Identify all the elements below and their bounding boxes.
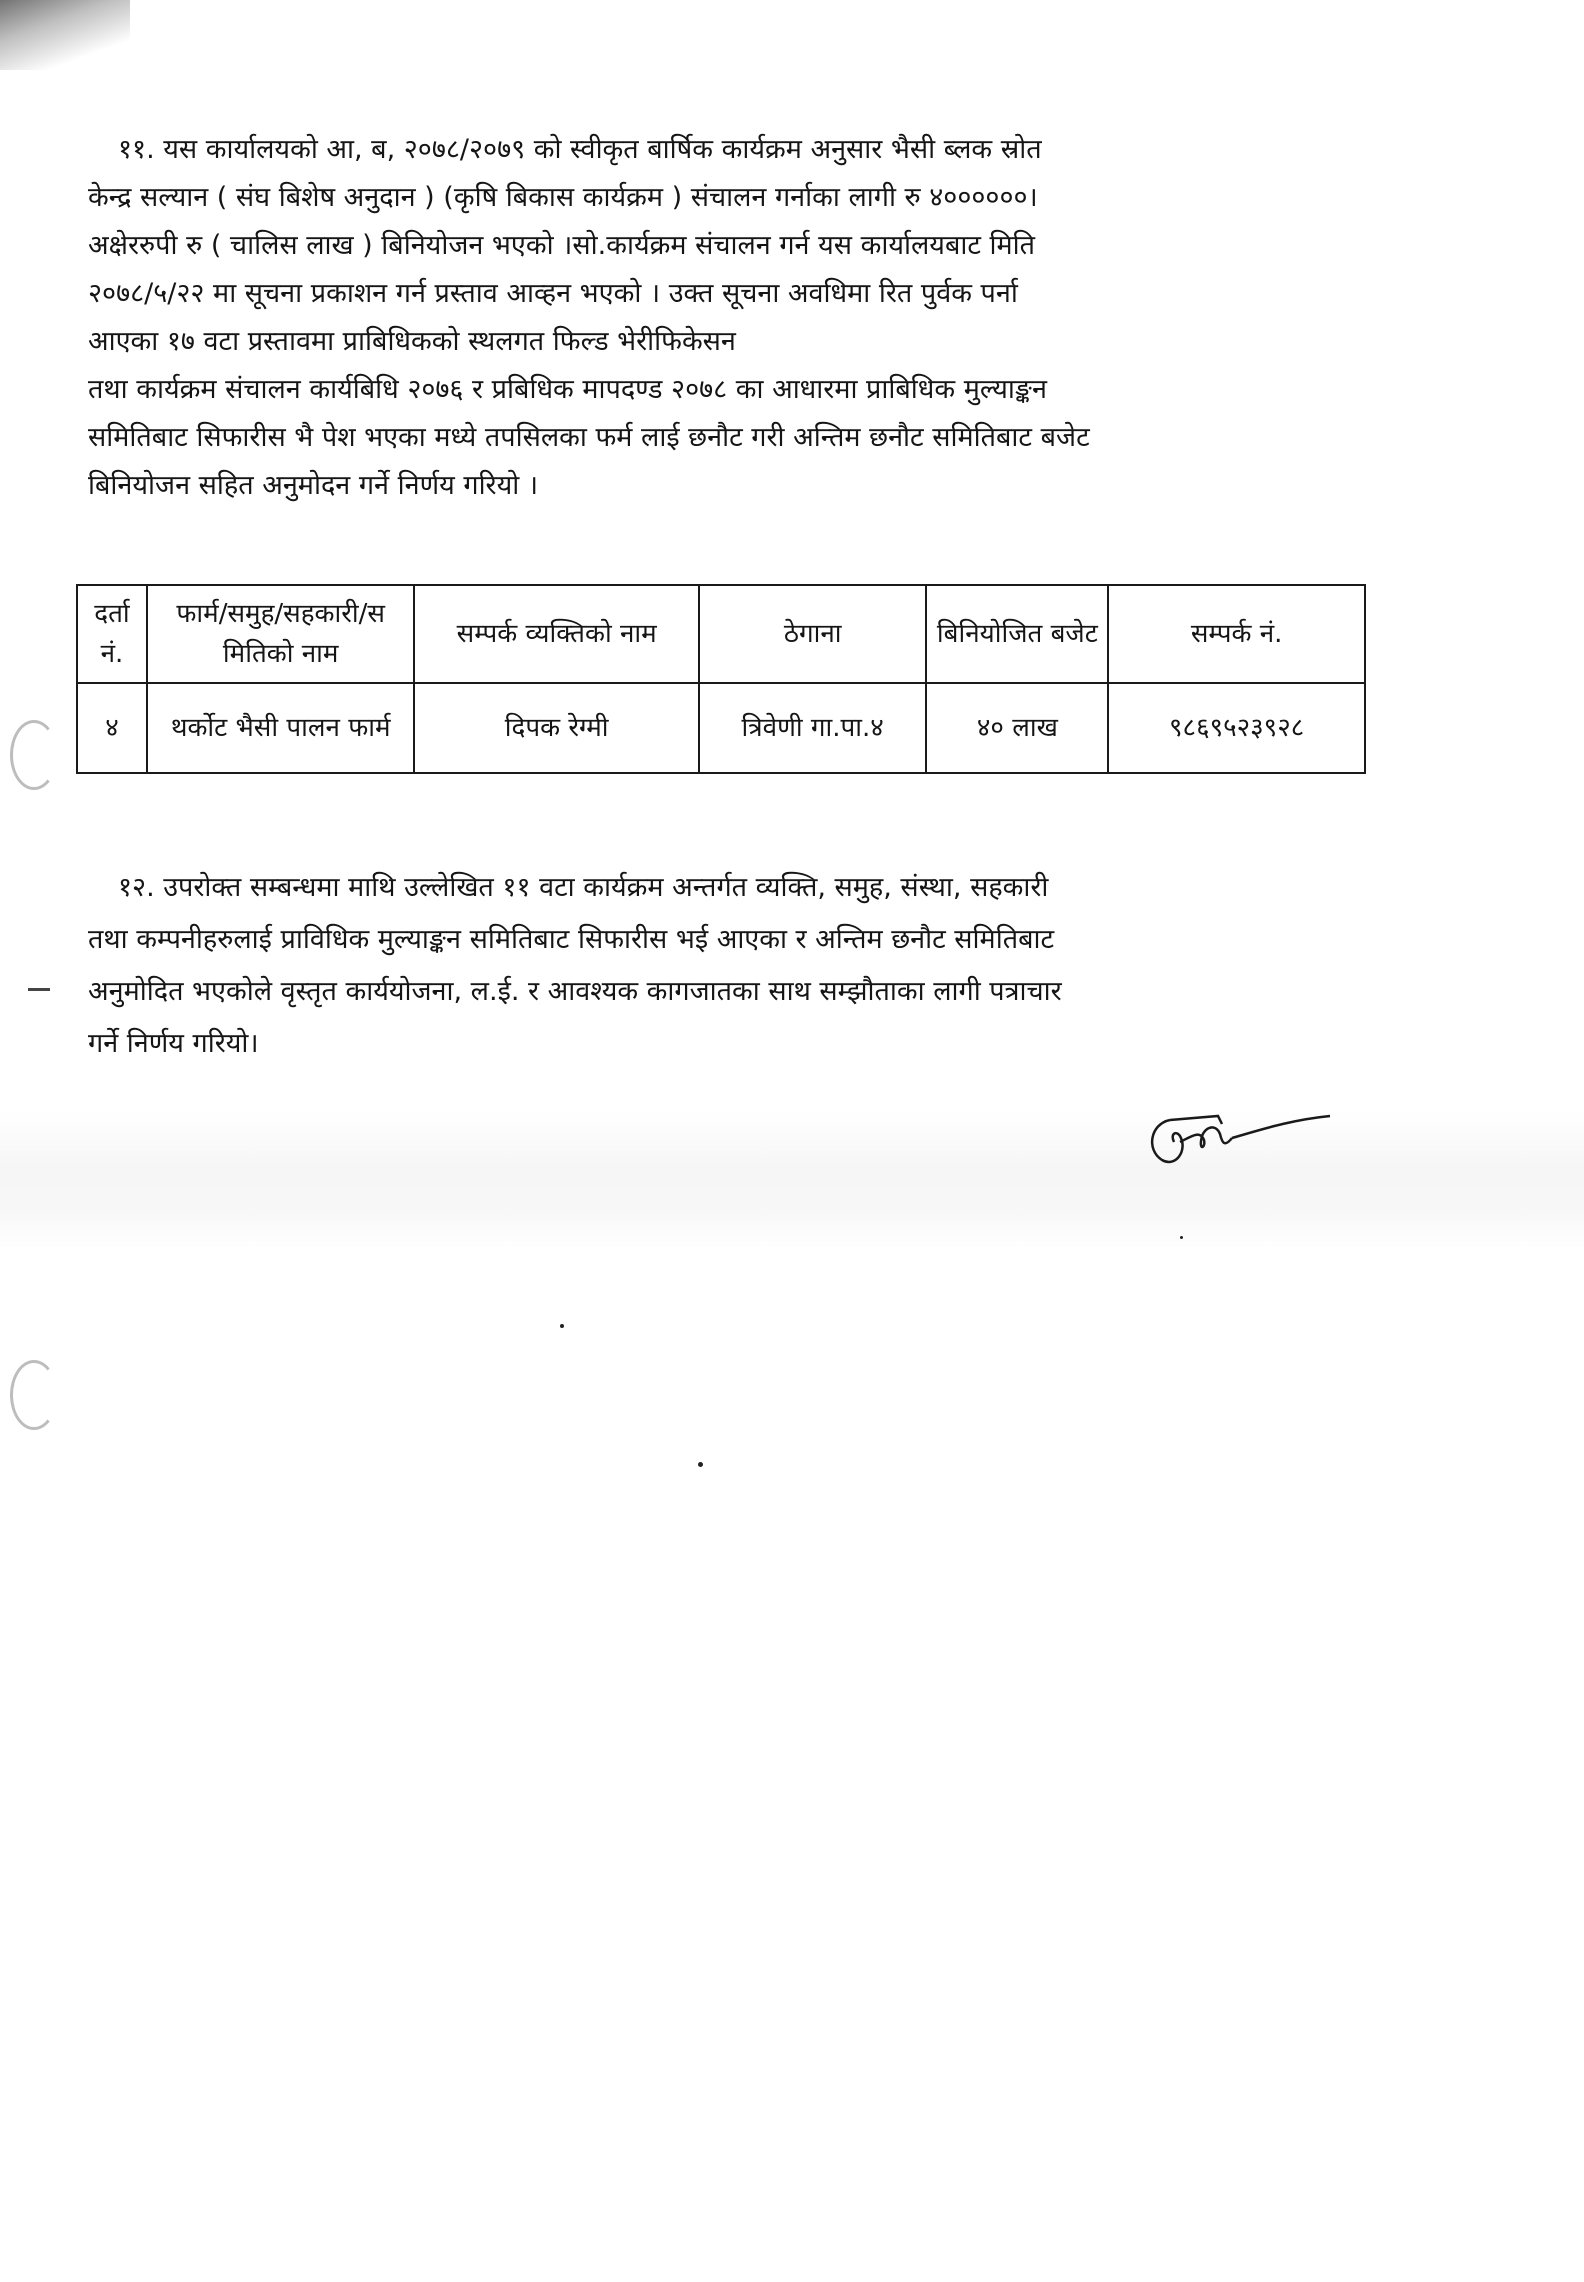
selected-farm-table [76,584,1366,774]
scan-corner-shadow [0,0,130,70]
paragraph-line: तथा कार्यक्रम संचालन कार्यबिधि २०७६ र प्रबिधिक मापदण्ड २०७८ का आधारमा प्राबिधिक मुल्याङ्कन [88,374,1047,405]
scan-speck [698,1462,703,1467]
cell-address: त्रिवेणी गा.पा.४ [699,683,927,773]
paragraph-line: समितिबाट सिफारीस भै पेश भएका मध्ये तपसिलका फर्म लाई छनौट गरी अन्तिम छनौट समितिबाट बजेट [88,422,1090,453]
paragraph-line: गर्ने निर्णय गरियो। [88,1028,259,1059]
paragraph-11 [88,126,1338,510]
scan-speck [1180,1236,1183,1239]
binder-hole-mark [10,1360,58,1430]
binder-hole-mark [10,720,58,790]
paragraph-line: बिनियोजन सहित अनुमोदन गर्ने निर्णय गरियो । [88,470,539,501]
cell-allocated-budget: ४० लाख [926,683,1108,773]
scan-bleed-through [0,1110,1584,1250]
cell-contact-no: ९८६९५२३९२८ [1108,683,1365,773]
paragraph-line: ११. यस कार्यालयको आ, ब, २०७८/२०७९ को स्वीकृत बार्षिक कार्यक्रम अनुसार भैसी ब्लक स्रोत [118,134,1042,165]
cell-registration-no: ४ [77,683,147,773]
paragraph-line: आएका १७ वटा प्रस्तावमा प्राबिधिकको स्थलगत फिल्ड भेरीफिकेसन [88,326,736,357]
header-allocated-budget: बिनियोजित बजेट [926,585,1108,683]
scan-speck [560,1324,564,1328]
header-contact-no: सम्पर्क नं. [1108,585,1365,683]
paragraph-line: २०७८/५/२२ मा सूचना प्रकाशन गर्न प्रस्ताव आव्हन भएको । उक्त सूचना अवधिमा रित पुर्वक पर्ना [88,278,1018,309]
table-header-row [77,585,1365,683]
paragraph-line: केन्द्र सल्यान ( संघ बिशेष अनुदान ) (कृषि बिकास कार्यक्रम ) संचालन गर्नाका लागी रु ४००००००। [88,182,1038,213]
table-row [77,683,1365,773]
header-farm-name: फार्म/समुह/सहकारी/स मितिको नाम [147,585,415,683]
paragraph-12 [88,862,1338,1070]
scan-mark [28,988,50,991]
signature-mark [1140,1090,1340,1180]
cell-contact-person: दिपक रेग्मी [414,683,698,773]
paragraph-line: तथा कम्पनीहरुलाई प्राविधिक मुल्याङ्कन समितिबाट सिफारीस भई आएका र अन्तिम छनौट समितिबाट [88,924,1055,955]
cell-farm-name: थर्कोट भैसी पालन फार्म [147,683,415,773]
paragraph-line: अनुमोदित भएकोले वृस्तृत कार्ययोजना, ल.ई. र आवश्यक कागजातका साथ सम्झौताका लागी पत्राचार [88,976,1062,1007]
paragraph-line: अक्षेररुपी रु ( चालिस लाख ) बिनियोजन भएको ।सो.कार्यक्रम संचालन गर्न यस कार्यालयबाट मिति [88,230,1036,261]
header-registration-no: दर्ता नं. [77,585,147,683]
paragraph-line: १२. उपरोक्त सम्बन्धमा माथि उल्लेखित ११ वटा कार्यक्रम अन्तर्गत व्यक्ति, समुह, संस्था, सहकारी [118,872,1049,903]
header-contact-person: सम्पर्क व्यक्तिको नाम [414,585,698,683]
header-address: ठेगाना [699,585,927,683]
